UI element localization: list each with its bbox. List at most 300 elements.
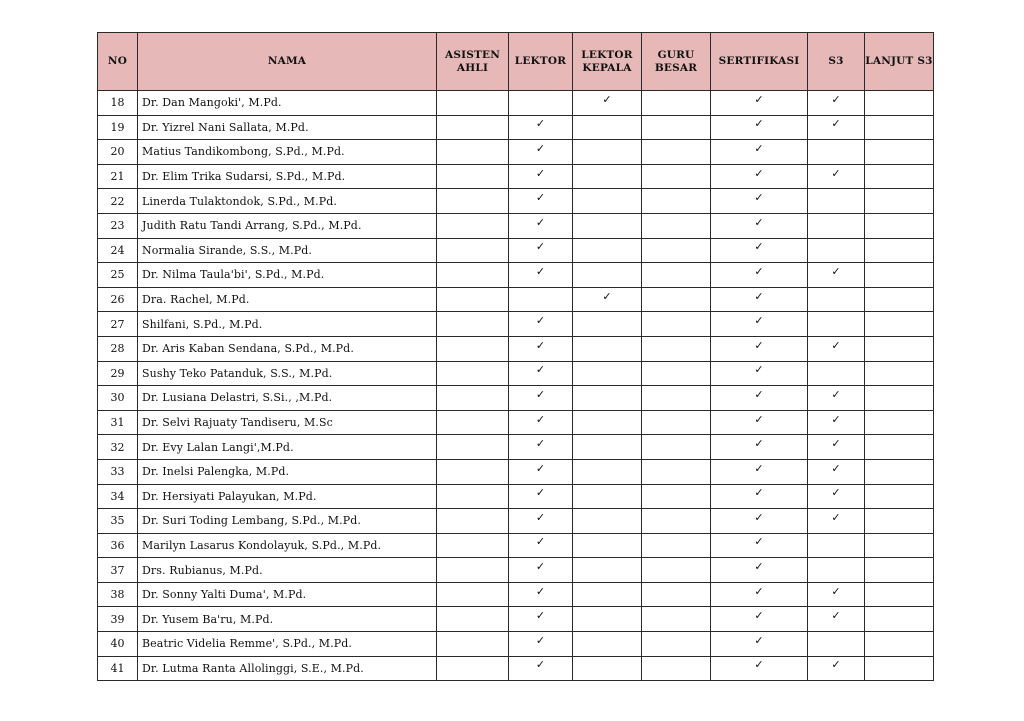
cell-sertifikasi [711, 632, 808, 657]
cell-lektor [509, 435, 573, 460]
table-row [98, 336, 934, 361]
checkmark-icon: ✓ [754, 633, 764, 647]
checkmark-icon: ✓ [754, 658, 764, 672]
cell-s3 [808, 164, 865, 189]
checkmark-icon: ✓ [754, 264, 764, 278]
checkmark-icon: ✓ [754, 314, 764, 328]
cell-asisten-ahli [437, 410, 509, 435]
cell-asisten-ahli [437, 632, 509, 657]
checkmark-icon: ✓ [535, 510, 546, 524]
checkmark-icon: ✓ [535, 535, 546, 549]
table-row [98, 558, 934, 583]
cell-s3 [808, 361, 865, 386]
lecturer-name: Dr. Lutma Ranta Allolinggi, S.E., M.Pd. [138, 656, 437, 681]
header-lektor: LEKTOR [509, 33, 573, 91]
lecturer-name: Dr. Evy Lalan Langi',M.Pd. [138, 435, 437, 460]
checkmark-icon: ✓ [831, 609, 841, 623]
cell-sertifikasi [711, 533, 808, 558]
table-row [98, 115, 934, 140]
cell-asisten-ahli [437, 386, 509, 411]
lecturer-name: Dr. Yusem Ba'ru, M.Pd. [138, 607, 437, 632]
checkmark-icon: ✓ [754, 486, 764, 500]
row-number: 23 [98, 213, 138, 238]
cell-sertifikasi [711, 607, 808, 632]
cell-s3 [808, 435, 865, 460]
cell-sertifikasi [711, 656, 808, 681]
checkmark-icon: ✓ [831, 387, 841, 401]
cell-lanjut-s3 [865, 484, 934, 509]
lecturer-name: Dr. Elim Trika Sudarsi, S.Pd., M.Pd. [138, 164, 437, 189]
cell-s3 [808, 632, 865, 657]
cell-lanjut-s3 [865, 607, 934, 632]
cell-guru-besar [642, 336, 711, 361]
cell-lanjut-s3 [865, 336, 934, 361]
cell-sertifikasi [711, 115, 808, 140]
checkmark-icon: ✓ [754, 289, 764, 303]
lecturer-name: Dra. Rachel, M.Pd. [138, 287, 437, 312]
lecturer-name: Drs. Rubianus, M.Pd. [138, 558, 437, 583]
checkmark-icon: ✓ [754, 560, 764, 574]
cell-guru-besar [642, 189, 711, 214]
checkmark-icon: ✓ [535, 314, 546, 328]
row-number: 33 [98, 459, 138, 484]
table-row [98, 140, 934, 165]
checkmark-icon: ✓ [754, 412, 764, 426]
cell-sertifikasi [711, 91, 808, 116]
table-row [98, 361, 934, 386]
checkmark-icon: ✓ [535, 437, 546, 451]
cell-sertifikasi [711, 509, 808, 534]
checkmark-icon: ✓ [535, 633, 546, 647]
cell-s3 [808, 287, 865, 312]
table-row [98, 435, 934, 460]
cell-lektor [509, 484, 573, 509]
table-row [98, 189, 934, 214]
row-number: 39 [98, 607, 138, 632]
row-number: 24 [98, 238, 138, 263]
table-row [98, 386, 934, 411]
cell-lektor [509, 312, 573, 337]
cell-lektor-kepala [573, 509, 642, 534]
checkmark-icon: ✓ [831, 117, 841, 131]
cell-lanjut-s3 [865, 435, 934, 460]
cell-s3 [808, 115, 865, 140]
checkmark-icon: ✓ [535, 363, 546, 377]
cell-guru-besar [642, 312, 711, 337]
cell-lanjut-s3 [865, 361, 934, 386]
cell-guru-besar [642, 484, 711, 509]
cell-sertifikasi [711, 238, 808, 263]
cell-lanjut-s3 [865, 582, 934, 607]
lecturer-name: Dr. Aris Kaban Sendana, S.Pd., M.Pd. [138, 336, 437, 361]
cell-lektor-kepala [573, 361, 642, 386]
cell-lektor [509, 459, 573, 484]
header-sertifikasi: SERTIFIKASI [711, 33, 808, 91]
cell-lanjut-s3 [865, 287, 934, 312]
cell-lanjut-s3 [865, 91, 934, 116]
lecturer-name: Dr. Dan Mangoki', M.Pd. [138, 91, 437, 116]
cell-s3 [808, 410, 865, 435]
checkmark-icon: ✓ [754, 535, 764, 549]
checkmark-icon: ✓ [602, 289, 612, 303]
cell-lektor [509, 410, 573, 435]
cell-lektor [509, 509, 573, 534]
header-s3: S3 [808, 33, 865, 91]
cell-guru-besar [642, 435, 711, 460]
checkmark-icon: ✓ [754, 510, 764, 524]
table-row [98, 509, 934, 534]
cell-s3 [808, 386, 865, 411]
cell-lektor-kepala [573, 459, 642, 484]
checkmark-icon: ✓ [754, 387, 764, 401]
cell-sertifikasi [711, 263, 808, 288]
cell-guru-besar [642, 656, 711, 681]
row-number: 40 [98, 632, 138, 657]
table-row [98, 582, 934, 607]
cell-lektor [509, 607, 573, 632]
lecturer-name: Shilfani, S.Pd., M.Pd. [138, 312, 437, 337]
cell-asisten-ahli [437, 435, 509, 460]
row-number: 41 [98, 656, 138, 681]
cell-lektor-kepala [573, 607, 642, 632]
table-row [98, 287, 934, 312]
lecturer-name: Judith Ratu Tandi Arrang, S.Pd., M.Pd. [138, 213, 437, 238]
cell-lanjut-s3 [865, 189, 934, 214]
header-lanjut-s3: LANJUT S3 [865, 33, 934, 91]
cell-asisten-ahli [437, 140, 509, 165]
cell-lektor [509, 582, 573, 607]
checkmark-icon: ✓ [831, 264, 841, 278]
checkmark-icon: ✓ [831, 461, 841, 475]
checkmark-icon: ✓ [535, 387, 546, 401]
cell-s3 [808, 238, 865, 263]
table-row [98, 632, 934, 657]
cell-asisten-ahli [437, 582, 509, 607]
checkmark-icon: ✓ [831, 510, 841, 524]
cell-s3 [808, 336, 865, 361]
header-row [98, 33, 934, 91]
cell-s3 [808, 91, 865, 116]
cell-s3 [808, 582, 865, 607]
cell-asisten-ahli [437, 189, 509, 214]
cell-guru-besar [642, 558, 711, 583]
cell-guru-besar [642, 607, 711, 632]
cell-asisten-ahli [437, 91, 509, 116]
cell-s3 [808, 484, 865, 509]
cell-sertifikasi [711, 312, 808, 337]
row-number: 18 [98, 91, 138, 116]
cell-asisten-ahli [437, 484, 509, 509]
row-number: 38 [98, 582, 138, 607]
lecturer-name: Dr. Yizrel Nani Sallata, M.Pd. [138, 115, 437, 140]
cell-lektor-kepala [573, 336, 642, 361]
checkmark-icon: ✓ [754, 338, 764, 352]
table-row [98, 533, 934, 558]
row-number: 37 [98, 558, 138, 583]
row-number: 35 [98, 509, 138, 534]
cell-asisten-ahli [437, 607, 509, 632]
checkmark-icon: ✓ [535, 461, 546, 475]
cell-s3 [808, 558, 865, 583]
checkmark-icon: ✓ [535, 141, 546, 155]
cell-lektor-kepala [573, 238, 642, 263]
checkmark-icon: ✓ [754, 363, 764, 377]
cell-guru-besar [642, 213, 711, 238]
cell-asisten-ahli [437, 213, 509, 238]
cell-lanjut-s3 [865, 459, 934, 484]
cell-guru-besar [642, 238, 711, 263]
cell-asisten-ahli [437, 115, 509, 140]
lecturer-name: Matius Tandikombong, S.Pd., M.Pd. [138, 140, 437, 165]
checkmark-icon: ✓ [754, 609, 764, 623]
lecturer-qualification-table [97, 32, 934, 681]
cell-lektor [509, 632, 573, 657]
cell-lektor [509, 287, 573, 312]
table-row [98, 263, 934, 288]
checkmark-icon: ✓ [831, 338, 841, 352]
cell-lektor-kepala [573, 115, 642, 140]
header-asisten-ahli: ASISTEN AHLI [437, 33, 509, 91]
checkmark-icon: ✓ [754, 141, 764, 155]
cell-guru-besar [642, 91, 711, 116]
cell-lektor-kepala [573, 189, 642, 214]
lecturer-name: Beatric Videlia Remme', S.Pd., M.Pd. [138, 632, 437, 657]
cell-guru-besar [642, 287, 711, 312]
cell-guru-besar [642, 509, 711, 534]
cell-lanjut-s3 [865, 533, 934, 558]
cell-lanjut-s3 [865, 213, 934, 238]
cell-lektor-kepala [573, 164, 642, 189]
cell-guru-besar [642, 115, 711, 140]
row-number: 34 [98, 484, 138, 509]
cell-sertifikasi [711, 386, 808, 411]
checkmark-icon: ✓ [831, 486, 841, 500]
cell-sertifikasi [711, 287, 808, 312]
checkmark-icon: ✓ [754, 166, 764, 180]
header-no: NO [98, 33, 138, 91]
lecturer-name: Normalia Sirande, S.S., M.Pd. [138, 238, 437, 263]
cell-s3 [808, 189, 865, 214]
cell-sertifikasi [711, 336, 808, 361]
header-lektor-kepala: LEKTOR KEPALA [573, 33, 642, 91]
lecturer-name: Dr. Inelsi Palengka, M.Pd. [138, 459, 437, 484]
cell-lektor-kepala [573, 140, 642, 165]
checkmark-icon: ✓ [754, 191, 764, 205]
checkmark-icon: ✓ [754, 437, 764, 451]
row-number: 19 [98, 115, 138, 140]
cell-guru-besar [642, 582, 711, 607]
cell-lektor-kepala [573, 582, 642, 607]
row-number: 22 [98, 189, 138, 214]
cell-sertifikasi [711, 164, 808, 189]
table-row [98, 607, 934, 632]
table-body [98, 91, 934, 681]
cell-asisten-ahli [437, 361, 509, 386]
checkmark-icon: ✓ [535, 560, 546, 574]
checkmark-icon: ✓ [754, 240, 764, 254]
checkmark-icon: ✓ [754, 584, 764, 598]
cell-lektor [509, 140, 573, 165]
checkmark-icon: ✓ [831, 584, 841, 598]
cell-s3 [808, 312, 865, 337]
cell-lektor [509, 263, 573, 288]
cell-s3 [808, 607, 865, 632]
cell-lanjut-s3 [865, 312, 934, 337]
cell-lektor-kepala [573, 410, 642, 435]
cell-s3 [808, 533, 865, 558]
checkmark-icon: ✓ [535, 412, 546, 426]
cell-sertifikasi [711, 484, 808, 509]
cell-sertifikasi [711, 361, 808, 386]
checkmark-icon: ✓ [831, 658, 841, 672]
table-row [98, 459, 934, 484]
cell-lanjut-s3 [865, 386, 934, 411]
checkmark-icon: ✓ [831, 92, 841, 106]
row-number: 31 [98, 410, 138, 435]
header-nama: NAMA [138, 33, 437, 91]
cell-asisten-ahli [437, 336, 509, 361]
checkmark-icon: ✓ [831, 412, 841, 426]
cell-lanjut-s3 [865, 238, 934, 263]
row-number: 28 [98, 336, 138, 361]
checkmark-icon: ✓ [831, 437, 841, 451]
cell-guru-besar [642, 164, 711, 189]
checkmark-icon: ✓ [754, 461, 764, 475]
cell-lektor-kepala [573, 213, 642, 238]
cell-asisten-ahli [437, 312, 509, 337]
cell-lanjut-s3 [865, 115, 934, 140]
cell-lanjut-s3 [865, 558, 934, 583]
checkmark-icon: ✓ [535, 215, 546, 229]
row-number: 29 [98, 361, 138, 386]
cell-lektor [509, 164, 573, 189]
table-row [98, 213, 934, 238]
cell-sertifikasi [711, 410, 808, 435]
row-number: 26 [98, 287, 138, 312]
lecturer-name: Dr. Suri Toding Lembang, S.Pd., M.Pd. [138, 509, 437, 534]
cell-lektor [509, 336, 573, 361]
checkmark-icon: ✓ [535, 609, 546, 623]
cell-lektor-kepala [573, 656, 642, 681]
cell-sertifikasi [711, 140, 808, 165]
cell-sertifikasi [711, 189, 808, 214]
cell-lektor-kepala [573, 287, 642, 312]
cell-lektor-kepala [573, 632, 642, 657]
cell-asisten-ahli [437, 263, 509, 288]
cell-s3 [808, 140, 865, 165]
cell-s3 [808, 459, 865, 484]
cell-guru-besar [642, 410, 711, 435]
cell-lektor-kepala [573, 533, 642, 558]
cell-asisten-ahli [437, 533, 509, 558]
cell-lanjut-s3 [865, 509, 934, 534]
cell-lektor [509, 213, 573, 238]
table-row [98, 91, 934, 116]
lecturer-name: Dr. Selvi Rajuaty Tandiseru, M.Sc [138, 410, 437, 435]
checkmark-icon: ✓ [754, 117, 764, 131]
cell-guru-besar [642, 459, 711, 484]
cell-lektor-kepala [573, 312, 642, 337]
checkmark-icon: ✓ [535, 338, 546, 352]
row-number: 32 [98, 435, 138, 460]
cell-lanjut-s3 [865, 263, 934, 288]
lecturer-name: Dr. Hersiyati Palayukan, M.Pd. [138, 484, 437, 509]
row-number: 27 [98, 312, 138, 337]
cell-sertifikasi [711, 558, 808, 583]
cell-lektor-kepala [573, 386, 642, 411]
cell-guru-besar [642, 361, 711, 386]
checkmark-icon: ✓ [535, 166, 546, 180]
row-number: 20 [98, 140, 138, 165]
table-row [98, 656, 934, 681]
cell-sertifikasi [711, 213, 808, 238]
checkmark-icon: ✓ [602, 92, 612, 106]
cell-lektor [509, 656, 573, 681]
cell-guru-besar [642, 386, 711, 411]
cell-lektor [509, 115, 573, 140]
table-row [98, 238, 934, 263]
lecturer-name: Linerda Tulaktondok, S.Pd., M.Pd. [138, 189, 437, 214]
cell-lektor [509, 361, 573, 386]
row-number: 30 [98, 386, 138, 411]
cell-lanjut-s3 [865, 140, 934, 165]
row-number: 25 [98, 263, 138, 288]
table-row [98, 164, 934, 189]
cell-sertifikasi [711, 459, 808, 484]
table-row [98, 484, 934, 509]
cell-lektor-kepala [573, 91, 642, 116]
table-row [98, 410, 934, 435]
cell-asisten-ahli [437, 656, 509, 681]
cell-lektor [509, 533, 573, 558]
cell-sertifikasi [711, 435, 808, 460]
cell-lektor [509, 189, 573, 214]
cell-lektor [509, 386, 573, 411]
row-number: 36 [98, 533, 138, 558]
cell-lanjut-s3 [865, 632, 934, 657]
cell-guru-besar [642, 263, 711, 288]
cell-lektor-kepala [573, 484, 642, 509]
table-row [98, 312, 934, 337]
cell-guru-besar [642, 632, 711, 657]
checkmark-icon: ✓ [535, 486, 546, 500]
cell-lanjut-s3 [865, 656, 934, 681]
checkmark-icon: ✓ [754, 215, 764, 229]
lecturer-name: Dr. Lusiana Delastri, S.Si., ,M.Pd. [138, 386, 437, 411]
checkmark-icon: ✓ [535, 117, 546, 131]
checkmark-icon: ✓ [535, 240, 546, 254]
cell-lektor-kepala [573, 263, 642, 288]
checkmark-icon: ✓ [535, 658, 546, 672]
cell-lektor [509, 91, 573, 116]
table-header [98, 33, 934, 91]
row-number: 21 [98, 164, 138, 189]
checkmark-icon: ✓ [831, 166, 841, 180]
cell-guru-besar [642, 140, 711, 165]
cell-lektor [509, 558, 573, 583]
cell-asisten-ahli [437, 558, 509, 583]
checkmark-icon: ✓ [754, 92, 764, 106]
checkmark-icon: ✓ [535, 191, 546, 205]
cell-s3 [808, 509, 865, 534]
cell-asisten-ahli [437, 164, 509, 189]
lecturer-name: Dr. Sonny Yalti Duma', M.Pd. [138, 582, 437, 607]
header-guru-besar: GURU BESAR [642, 33, 711, 91]
cell-lektor-kepala [573, 558, 642, 583]
cell-lektor-kepala [573, 435, 642, 460]
checkmark-icon: ✓ [535, 264, 546, 278]
cell-guru-besar [642, 533, 711, 558]
